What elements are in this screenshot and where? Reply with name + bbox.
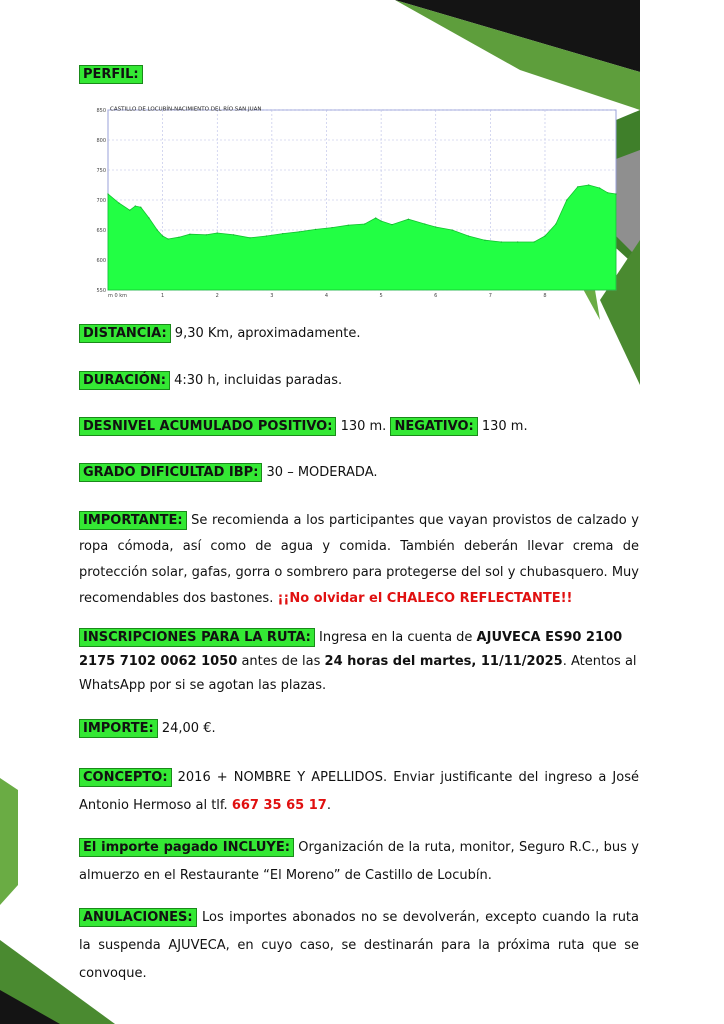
importante-label: IMPORTANTE: — [79, 511, 187, 530]
bank-account: AJUVECA ES90 2100 2175 7102 0062 1050 — [79, 630, 623, 669]
importe-value: 24,00 €. — [157, 721, 216, 736]
y-tick-label: 800 — [96, 138, 106, 144]
elevation-point — [501, 241, 502, 242]
duracion-section — [79, 368, 639, 393]
concepto-text: 2016 + NOMBRE Y APELLIDOS. Enviar justificante del ingreso a José Antonio Hermoso al tlf. — [79, 770, 639, 813]
chart-title: CASTILLO DE LOCUBÍN-NACIMIENTO DEL RÍO SAN JUAN — [110, 106, 262, 113]
y-tick-label: 600 — [96, 258, 106, 264]
elevation-point — [615, 193, 616, 194]
elevation-point — [233, 234, 234, 235]
elevation-point — [408, 219, 409, 220]
importante-text: Se recomienda a los participantes que vayan provistos de calzado y ropa cómoda, así como de agua y comida. También deberán llevar crema de protección solar, gafas, gorra o sombrero para protegerse del sol y chubasquero. Muy recomendables dos bastones. — [79, 513, 639, 606]
importante-section — [79, 508, 639, 612]
elevation-point — [424, 223, 425, 224]
y-tick-label: 850 — [96, 108, 106, 114]
y-tick-label: 750 — [96, 168, 106, 174]
elevation-point — [140, 207, 141, 208]
elevation-point — [435, 226, 436, 227]
distancia-label: DISTANCIA: — [79, 324, 171, 343]
desnivel-positivo-value: 130 m. — [336, 419, 391, 434]
elevation-point — [544, 235, 545, 236]
elevation-point — [148, 217, 149, 218]
elevation-point — [391, 224, 392, 225]
perfil-label: PERFIL: — [79, 65, 143, 84]
contact-phone: 667 35 65 17 — [231, 798, 327, 813]
elevation-point — [135, 205, 136, 206]
elevation-point — [178, 237, 179, 238]
inscripciones-section — [79, 626, 639, 698]
elevation-point — [162, 235, 163, 236]
elevation-point — [555, 223, 556, 224]
anulaciones-text: Los importes abonados no se devolverán, excepto cuando la ruta la suspenda AJUVECA, en cuyo caso, se destinarán para la próxima ruta que se convoque. — [79, 910, 639, 981]
inscripciones-text-3: . Atentos al WhatsApp por si se agotan las plazas. — [79, 654, 637, 693]
x-tick-label: 7 — [488, 293, 492, 299]
x-tick-label: 3 — [270, 293, 274, 299]
elevation-point — [364, 223, 365, 224]
x-tick-label: 4 — [324, 293, 329, 299]
desnivel-section — [79, 414, 639, 439]
desnivel-negativo-label: NEGATIVO: — [390, 417, 477, 436]
elevation-point — [217, 232, 218, 233]
elevation-point — [315, 229, 316, 230]
elevation-point — [607, 192, 608, 193]
grado-label: GRADO DIFICULTAD IBP: — [79, 463, 262, 482]
elevation-point — [577, 186, 578, 187]
duracion-value: 4:30 h, incluidas paradas. — [169, 373, 343, 388]
elevation-point — [249, 237, 250, 238]
elevation-point — [299, 231, 300, 232]
y-tick-label: 700 — [96, 198, 106, 204]
elevation-point — [381, 220, 382, 221]
elevation-profile-chart — [96, 104, 624, 300]
elevation-point — [107, 193, 108, 194]
elevation-point — [189, 234, 190, 235]
inscripciones-text-2: antes de las — [237, 654, 325, 669]
elevation-point — [588, 184, 589, 185]
elevation-point — [206, 234, 207, 235]
desnivel-negativo-value: 130 m. — [477, 419, 528, 434]
y-tick-label: 550 — [96, 288, 106, 294]
elevation-point — [468, 235, 469, 236]
incluye-text: Organización de la ruta, monitor, Seguro R.C., bus y almuerzo en el Restaurante “El Moreno” de Castillo de Locubín. — [79, 840, 639, 883]
importe-section — [79, 716, 639, 741]
elevation-point — [534, 241, 535, 242]
incluye-section — [79, 834, 639, 890]
x-tick-label: 6 — [434, 293, 438, 299]
anulaciones-label: ANULACIONES: — [79, 908, 197, 927]
x-tick-label: 2 — [215, 293, 219, 299]
anulaciones-section — [79, 904, 639, 988]
elevation-point — [348, 225, 349, 226]
elevation-point — [484, 240, 485, 241]
elevation-point — [331, 227, 332, 228]
elevation-point — [157, 229, 158, 230]
elevation-point — [452, 229, 453, 230]
deadline: 24 horas del martes, 11/11/2025 — [324, 654, 563, 669]
elevation-point — [129, 210, 130, 211]
grado-section — [79, 460, 639, 485]
incluye-label: El importe pagado INCLUYE: — [79, 838, 294, 857]
chaleco-warning: ¡¡No olvidar el CHALECO REFLECTANTE!! — [277, 591, 573, 606]
inscripciones-text-1: Ingresa en la cuenta de — [314, 630, 477, 645]
elevation-point — [566, 199, 567, 200]
x-tick-label: m 0 km — [108, 293, 127, 299]
elevation-point — [282, 233, 283, 234]
concepto-section — [79, 764, 639, 820]
x-tick-label: 5 — [379, 293, 383, 299]
elevation-point — [599, 187, 600, 188]
elevation-point — [118, 202, 119, 203]
elevation-point — [517, 241, 518, 242]
left-green-tab — [0, 778, 18, 905]
elevation-point — [375, 217, 376, 218]
concepto-end: . — [326, 798, 331, 813]
distancia-section — [79, 321, 639, 346]
distancia-value: 9,30 Km, aproximadamente. — [170, 326, 361, 341]
elevation-point — [266, 235, 267, 236]
x-tick-label: 1 — [161, 293, 165, 299]
inscripciones-label: INSCRIPCIONES PARA LA RUTA: — [79, 628, 315, 647]
elevation-point — [168, 238, 169, 239]
concepto-label: CONCEPTO: — [79, 768, 172, 787]
perfil-section — [79, 62, 639, 87]
x-tick-label: 8 — [543, 293, 547, 299]
importe-label: IMPORTE: — [79, 719, 158, 738]
grado-value: 30 – MODERADA. — [262, 465, 378, 480]
desnivel-positivo-label: DESNIVEL ACUMULADO POSITIVO: — [79, 417, 336, 436]
duracion-label: DURACIÓN: — [79, 371, 170, 390]
y-tick-label: 650 — [96, 228, 106, 234]
